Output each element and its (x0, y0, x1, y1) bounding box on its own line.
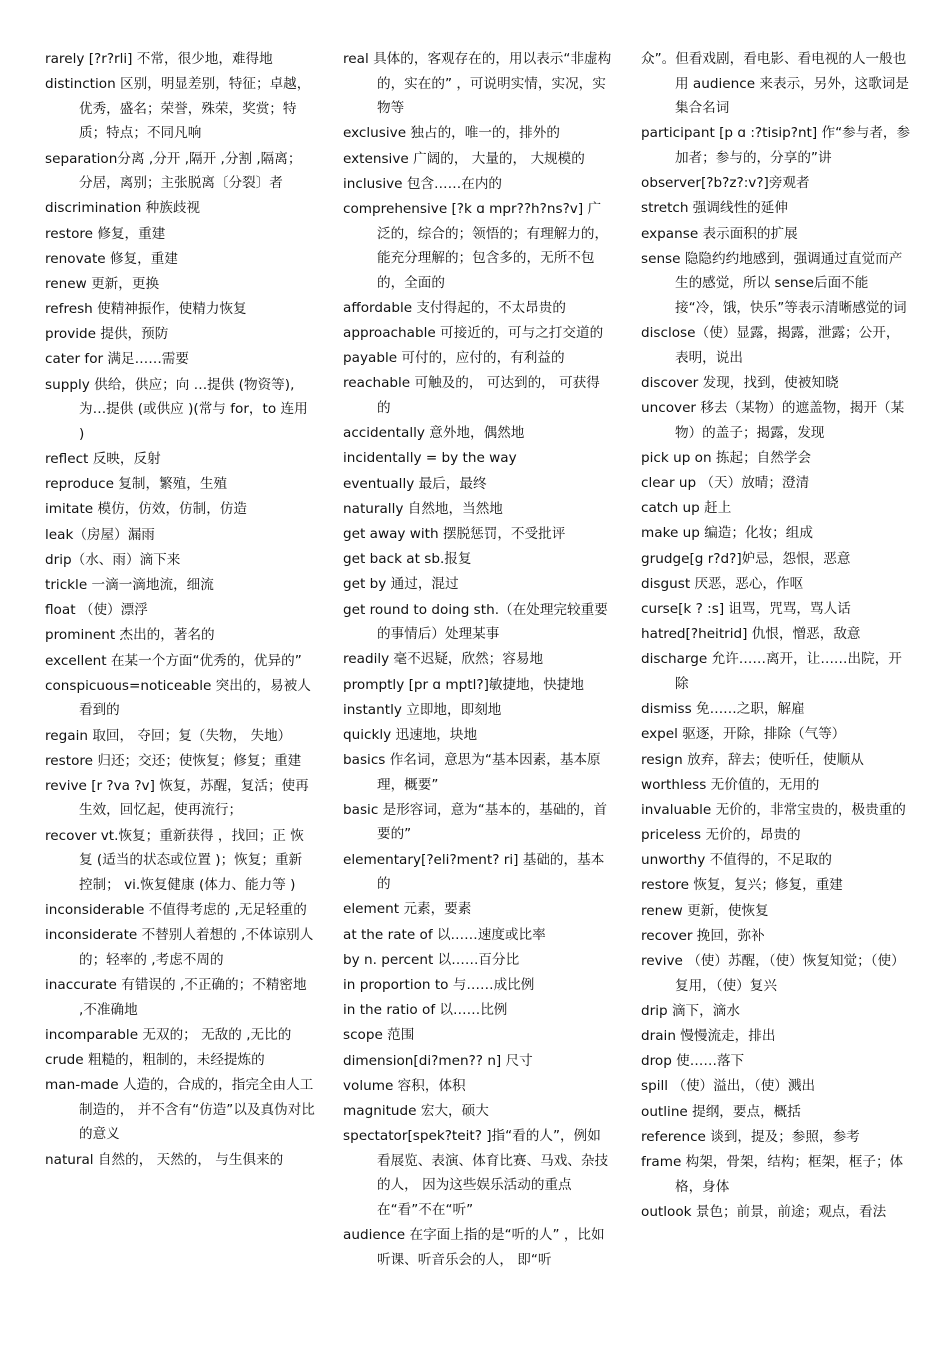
glossary-entry: discover 发现，找到，使被知晓 (641, 374, 839, 391)
glossary-entry: rarely [?r?rli] 不常，很少地，难得地 (45, 51, 273, 67)
glossary-entry: float （使）漂浮 (45, 602, 148, 619)
glossary-entry: revive [r ?va ?v] 恢复，苏醒，复活；使再生效，回忆起，使再流行； (45, 777, 309, 819)
column-right (641, 47, 911, 1225)
glossary-entry: promptly [pr ɑ mptl?]敏捷地，快捷地 (343, 676, 585, 693)
glossary-entry: reachable 可触及的， 可达到的， 可获得的 (343, 375, 600, 417)
glossary-entry: drip（水、雨）滴下来 (45, 551, 181, 568)
glossary-entry: curse[k ? :s] 诅骂，咒骂，骂人话 (641, 600, 851, 617)
glossary-entry: expanse 表示面积的扩展 (641, 225, 798, 242)
glossary-entry: renew 更新，更换 (45, 275, 160, 292)
glossary-entry: get round to doing sth.（在处理完较重要的事情后）处理某事 (343, 601, 608, 643)
glossary-entry: eventually 最后，最终 (343, 475, 487, 492)
glossary-entry: quickly 迅速地，块地 (343, 726, 478, 743)
glossary-entry: separation分离 ,分开 ,隔开 ,分割 ,隔离；分居，离别；主张脱离〔分裂〕者 (45, 150, 302, 192)
glossary-entry: leak（房屋）漏雨 (45, 526, 155, 543)
glossary-entry: restore 归还；交还；使恢复；修复；重建 (45, 752, 302, 769)
glossary-entry: in the ratio of 以……比例 (343, 1002, 508, 1019)
glossary-entry: inconsiderable 不值得考虑的 ,无足轻重的 (45, 902, 307, 919)
glossary-entry: distinction 区别，明显差别，特征；卓越，优秀，盛名；荣誉，殊荣，奖赏；特质；特点；不同凡响 (45, 76, 311, 142)
glossary-entry: 众”。但看戏剧，看电影、看电视的人一般也用 audience 来表示，另外，这歌词是集合名词 (641, 51, 909, 117)
glossary-entry: inclusive 包含……在内的 (343, 175, 503, 192)
glossary-entry: naturally 自然地，当然地 (343, 500, 503, 517)
glossary-entry: disgust 厌恶，恶心，作呕 (641, 575, 804, 592)
glossary-entry: comprehensive [?k ɑ mpr??h?ns?v] 广泛的，综合的；领悟的；有理解力的，能充分理解的；包含多的，无所不包的，全面的 (343, 200, 609, 291)
glossary-entry: accidentally 意外地，偶然地 (343, 425, 525, 442)
glossary-entry: outlook 景色；前景，前途；观点，看法 (641, 1203, 887, 1220)
glossary-entry: dimension[di?men?? n] 尺寸 (343, 1052, 533, 1069)
glossary-entry: observer[?b?z?:v?]旁观者 (641, 175, 810, 192)
glossary-entry: inconsiderate 不替别人着想的 ,不体谅别人的；轻率的 ,考虑不周的 (45, 927, 314, 968)
glossary-entry: spectator[spek?teit? ]指“看的人”，例如看展览、表演、体育比赛、马戏、杂技的人， 因为这些娱乐活动的重点在“看”不在“听” (343, 1128, 609, 1218)
glossary-entry: element 元素，要素 (343, 901, 472, 918)
glossary-entry: reflect 反映，反射 (45, 451, 161, 468)
glossary-entry: stretch 强调线性的延伸 (641, 200, 788, 217)
glossary-entry: man-made 人造的，合成的，指完全由人工制造的， 并不含有“仿造”以及真伪对比的意义 (45, 1077, 315, 1143)
glossary-entry: volume 容积，体积 (343, 1077, 466, 1094)
glossary-entry: participant [p ɑ :?tisip?nt] 作“参与者，参加者；参与的，分享的”讲 (641, 125, 911, 166)
glossary-entry: clear up （天）放晴；澄清 (641, 475, 810, 492)
column-middle (343, 47, 613, 1273)
glossary-entry: resign 放弃，辞去；使听任，使顺从 (641, 751, 864, 768)
glossary-entry: affordable 支付得起的，不太昂贵的 (343, 299, 566, 316)
glossary-entry: imitate 模仿，仿效，仿制，仿造 (45, 501, 248, 518)
glossary-entry: sense 隐隐约约地感到，强调通过直觉而产生的感觉，所以 sense后面不能接“冷，饿，快乐”等表示清晰感觉的词 (641, 250, 907, 316)
glossary-entry: excellent 在某一个方面“优秀的，优异的” (45, 652, 302, 669)
glossary-entry: disclose（使）显露，揭露，泄露；公开，表明，说出 (641, 325, 900, 366)
glossary-entry: exclusive 独占的，唯一的，排外的 (343, 125, 560, 142)
glossary-entry: hatred[?heitrid] 仇恨，憎恶，敌意 (641, 626, 861, 643)
glossary-entry: catch up 赶上 (641, 500, 732, 517)
glossary-entry: at the rate of 以……速度或比率 (343, 926, 546, 943)
glossary-entry: restore 恢复，复兴；修复，重建 (641, 877, 843, 894)
glossary-entry: incidentally = by the way (343, 450, 517, 467)
glossary-entry: reference 谈到，提及；参照，参考 (641, 1128, 860, 1145)
glossary-entry: inaccurate 有错误的 ,不正确的；不精密地 ,不准确地 (45, 977, 307, 1018)
glossary-entry: renew 更新，使恢复 (641, 902, 769, 919)
glossary-entry: readily 毫不迟疑，欣然；容易地 (343, 651, 544, 668)
glossary-entry: renovate 修复，重建 (45, 250, 178, 267)
glossary-entry: frame 构架，骨架，结构；框架，框子；体格，身体 (641, 1153, 904, 1195)
glossary-entry: real 具体的，客观存在的，用以表示“非虚构的，实在的” ，可说明实情，实况，实物等 (343, 51, 612, 117)
glossary-entry: discharge 允许……离开，让……出院，开除 (641, 651, 902, 692)
glossary-entry: grudge[g r?d?]妒忌，怨恨，恶意 (641, 550, 851, 567)
glossary-entry: cater for 满足……需要 (45, 351, 189, 368)
glossary-entry: natural 自然的， 天然的， 与生俱来的 (45, 1151, 284, 1168)
glossary-entry: make up 编造；化妆；组成 (641, 525, 813, 542)
glossary-entry: conspicuous=noticeable 突出的，易被人看到的 (45, 677, 311, 719)
glossary-entry: refresh 使精神振作，使精力恢复 (45, 301, 247, 318)
glossary-entry: approachable 可接近的，可与之打交道的 (343, 325, 604, 342)
glossary-entry: drain 慢慢流走，排出 (641, 1027, 776, 1044)
glossary-entry: drop 使……落下 (641, 1053, 745, 1070)
glossary-entry: uncover 移去（某物）的遮盖物，揭开（某物）的盖子；揭露，发现 (641, 400, 905, 441)
glossary-entry: instantly 立即地，即刻地 (343, 701, 502, 718)
glossary-entry: by n. percent 以……百分比 (343, 951, 520, 968)
glossary-entry: get by 通过，混过 (343, 576, 459, 593)
glossary-entry: prominent 杰出的，著名的 (45, 627, 215, 644)
glossary-entry: trickle 一滴一滴地流，细流 (45, 576, 214, 593)
glossary-entry: get away with 摆脱惩罚，不受批评 (343, 526, 566, 542)
glossary-entry: magnitude 宏大，硕大 (343, 1102, 489, 1119)
glossary-entry: scope 范围 (343, 1027, 415, 1044)
glossary-entry: crude 粗糙的，粗制的，未经提炼的 (45, 1051, 265, 1068)
glossary-entry: restore 修复，重建 (45, 225, 166, 242)
glossary-entry: payable 可付的，应付的，有利益的 (343, 350, 565, 367)
glossary-entry: dismiss 免……之职，解雇 (641, 701, 805, 718)
glossary-entry: invaluable 无价的，非常宝贵的，极贵重的 (641, 801, 906, 818)
glossary-entry: revive （使）苏醒，（使）恢复知觉；（使）复用，（使）复兴 (641, 953, 905, 994)
glossary-entry: audience 在字面上指的是“听的人” ，比如听课、听音乐会的人， 即“听 (343, 1227, 605, 1268)
glossary-entry: unworthy 不值得的，不足取的 (641, 852, 832, 869)
glossary-entry: pick up on 拣起；自然学会 (641, 449, 812, 466)
glossary-entry: outline 提纲，要点，概括 (641, 1103, 801, 1120)
glossary-entry: provide 提供，预防 (45, 326, 169, 343)
glossary-entry: priceless 无价的，昂贵的 (641, 827, 801, 844)
glossary-entry: get back at sb.报复 (343, 551, 472, 568)
glossary-entry: regain 取回， 夺回；复（失物， 失地） (45, 727, 292, 744)
glossary-entry: recover 挽回，弥补 (641, 927, 765, 944)
glossary-entry: spill （使）溢出，（使）溅出 (641, 1078, 816, 1095)
glossary-entry: drip 滴下，滴水 (641, 1002, 740, 1019)
column-left (45, 47, 315, 1173)
glossary-entry: supply 供给，供应；向 …提供 (物资等), 为…提供 (或供应 )(常与 for，to 连用 ) (45, 376, 308, 442)
glossary-entry: in proportion to 与……成比例 (343, 977, 535, 993)
glossary-entry: basics 作名词，意思为“基本因素，基本原理，概要” (343, 752, 601, 793)
glossary-entry: discrimination 种族歧视 (45, 200, 201, 217)
glossary-entry: expel 驱逐，开除，排除（气等） (641, 726, 846, 743)
glossary-entry: worthless 无价值的，无用的 (641, 776, 820, 793)
glossary-entry: reproduce 复制，繁殖，生殖 (45, 476, 228, 493)
glossary-entry: extensive 广阔的， 大量的， 大规模的 (343, 150, 585, 167)
glossary-entry: recover vt.恢复；重新获得 ，找回；正 恢复 (适当的状态或位置 )；恢复；重新控制； vi.恢复健康 (体力、能力等 ) (45, 827, 304, 893)
glossary-entry: incomparable 无双的； 无敌的 ,无比的 (45, 1026, 292, 1043)
glossary-entry: basic 是形容词，意为“基本的，基础的，首要的” (343, 801, 608, 843)
glossary-entry: elementary[?eli?ment? ri] 基础的，基本的 (343, 851, 605, 893)
